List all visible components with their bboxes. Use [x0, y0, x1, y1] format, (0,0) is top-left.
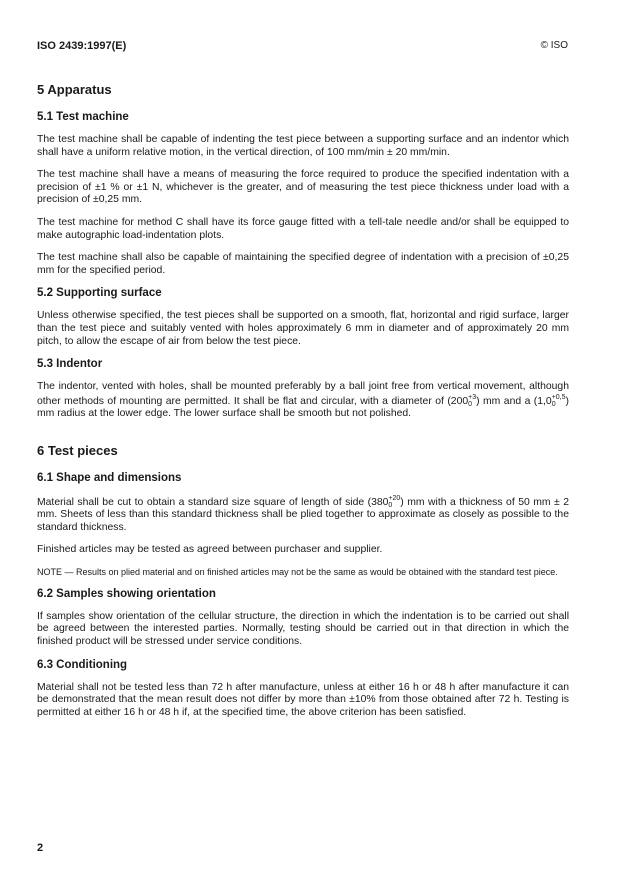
shape-text-b: ) mm with a thickness of 50 mm ± 2 mm. Sheets of less than this standard thickness shall be plied together to approximate as closely as possible to the standard thickness. [37, 496, 569, 533]
section-6-1-paragraph-2: Finished articles may be tested as agreed between purchaser and supplier. [37, 544, 383, 556]
page-number: 2 [37, 842, 44, 854]
section-5-3-heading: 5.3 Indentor [37, 358, 103, 371]
section-6-heading: 6 Test pieces [37, 442, 118, 458]
section-5-2-paragraph-1: Unless otherwise specified, the test pieces shall be supported on a smooth, flat, horizontal and rigid surface, larger than the test piece and suitably vented with holes approximately 6 mm in diameter and of approximately 20 mm pitch, to allow the escape of air from below the test piece. [37, 310, 569, 347]
section-5-heading: 5 Apparatus [37, 82, 112, 97]
copyright-mark: © ISO [540, 40, 568, 51]
side-tolerance [388, 495, 400, 509]
indentor-text-c: ) mm radius at the lower edge. The lower surface shall be smooth but not polished. [37, 395, 569, 420]
section-5-1-paragraph-3: The test machine for method C shall have its force gauge fitted with a tell-tale needle and/or shall be equipped to make autographic load-indentation plots. [37, 216, 569, 241]
section-6-1-note: NOTE — Results on plied material and on finished articles may not be the same as would be obtained with the standard test piece. [37, 566, 558, 577]
section-5-1-paragraph-1: The test machine shall be capable of indenting the test piece between a supporting surface and an indentor which shall have a uniform relative motion, in the vertical direction, of 100 mm/min ± 20 mm/min. [37, 134, 569, 158]
section-6-2-heading: 6.2 Samples showing orientation [37, 587, 216, 600]
section-5-1-paragraph-4: The test machine shall also be capable of maintaining the specified degree of indentation with a precision of ±0,25 mm for the specified period. [37, 252, 569, 276]
side-tolerance-upper: +20 [388, 494, 401, 502]
page-content [37, 82, 569, 719]
section-5-1-heading: 5.1 Test machine [37, 111, 129, 123]
section-5-1-paragraph-2: The test machine shall have a means of measuring the force required to produce the specified indentation with a precision of ±1 % or ±1 N, whichever is the greater, and of measuring the test piece thickness under load with a precision of ±0,25 mm. [37, 169, 569, 206]
shape-text-a: Material shall be cut to obtain a standard size square of length of side (380 [37, 496, 389, 508]
diameter-tolerance-lower: 0 [468, 400, 473, 408]
section-6-2-paragraph-1: If samples show orientation of the cellular structure, the direction in which the indentation is to be carried out shall be agreed between the interested parties. Normally, testing should be carried out in that direction in which the finished product will be stressed under service conditions. [37, 610, 569, 647]
section-6-3-paragraph-1: Material shall not be tested less than 72 h after manufacture, unless at either 16 h or 48 h after manufacture it can be demonstrated that the mean result does not differ by more than ±10% from those obtained after 72 h. Testing is permitted at either 16 h or 48 h if, at the specified time, the above criterion has been satisfied. [37, 681, 569, 718]
diameter-tolerance-upper: +3 [468, 393, 477, 401]
radius-tolerance-upper: +0,5 [551, 393, 566, 401]
indentor-text-a: The indentor, vented with holes, shall be mounted preferably by a ball joint free from vertical movement, although other methods of mounting are permitted. It shall be flat and circular, with a diameter of (200 [37, 381, 569, 407]
section-6-1-paragraph-1 [37, 495, 569, 535]
indentor-text-b: ) mm and a (1,0 [476, 395, 552, 407]
diameter-tolerance [468, 394, 476, 408]
document-id: ISO 2439:1997(E) [37, 40, 127, 52]
section-5-3-paragraph-1 [37, 381, 569, 421]
section-5-2-heading: 5.2 Supporting surface [37, 287, 162, 300]
radius-tolerance [552, 394, 566, 408]
section-6-3-heading: 6.3 Conditioning [37, 658, 128, 671]
radius-tolerance-lower: 0 [551, 400, 556, 408]
section-6-1-heading: 6.1 Shape and dimensions [37, 471, 182, 484]
side-tolerance-lower: 0 [388, 501, 393, 509]
